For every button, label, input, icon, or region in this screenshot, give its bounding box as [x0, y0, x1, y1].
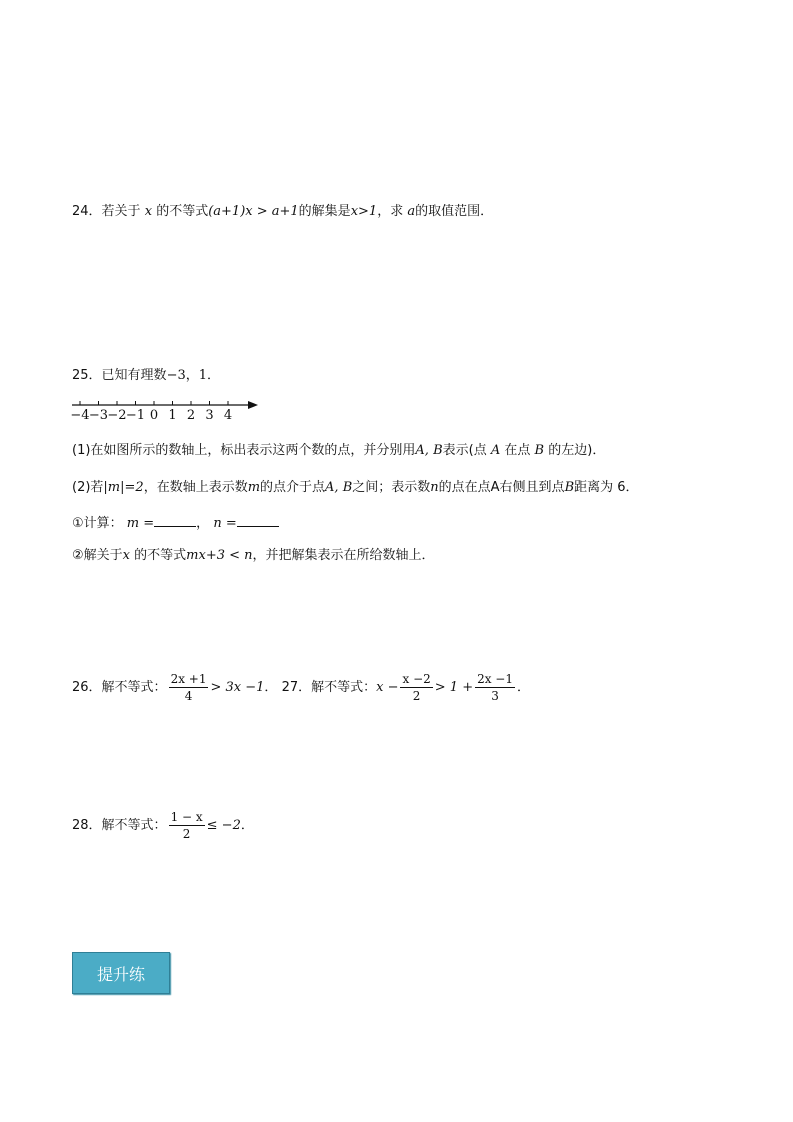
numerator: x −2 [402, 672, 431, 686]
axis-tick-label: 1 [168, 408, 177, 423]
n-equals: n = [213, 516, 237, 531]
text: ①计算： [72, 516, 123, 531]
text: 若关于 [101, 204, 141, 219]
text: 的点在点A右侧且到点 [438, 480, 565, 495]
inequality-rhs: > 3x −1 [210, 680, 265, 695]
question-28 [72, 808, 254, 844]
question-25-sub-1 [72, 512, 279, 534]
text: 的不等式 [134, 548, 187, 563]
text: (2)若 [72, 480, 104, 495]
fraction [169, 671, 209, 704]
var-x: x [122, 548, 130, 563]
answer-blank-n[interactable] [237, 512, 279, 527]
text: 解不等式： [101, 818, 167, 833]
arrow-right-icon [248, 401, 258, 409]
denominator: 2 [182, 827, 191, 841]
inequality-expression: (a+1)x > a+1 [208, 204, 299, 219]
text: ，在数轴上表示数 [143, 480, 248, 495]
points-ab: A, B [415, 443, 443, 458]
text: ，求 [377, 204, 404, 219]
points-ab: A, B [325, 480, 353, 495]
expression: x − [376, 680, 399, 695]
question-number: 26． [72, 680, 102, 695]
axis-tick-label: 2 [186, 408, 196, 423]
text: (1)在如图所示的数轴上，标出表示这两个数的点，并分别用 [72, 443, 416, 458]
text: 的解集是 [298, 204, 351, 219]
inequality-expression: mx+3 < n [186, 548, 253, 563]
text: ． [517, 680, 531, 695]
question-24 [72, 202, 493, 222]
text: 在点 [504, 443, 531, 458]
inequality-rhs: ≤ −2 [206, 818, 241, 833]
denominator: 3 [491, 689, 499, 703]
denominator: 4 [184, 689, 193, 703]
var-x: x [144, 204, 153, 219]
text: 解不等式： [101, 680, 167, 695]
var-n: n [430, 480, 439, 495]
question-25-sub-2 [72, 546, 435, 566]
point-b: B [534, 443, 545, 458]
var-m: m [247, 480, 261, 495]
axis-tick-label: 3 [205, 408, 214, 423]
question-number: 25． [72, 368, 102, 383]
solution-set: x>1 [350, 204, 378, 219]
axis-tick-label: −2 [107, 408, 127, 423]
given-values: −3，1． [166, 368, 220, 383]
axis-tick-label: 0 [149, 408, 159, 423]
axis-tick-label: −1 [125, 408, 146, 423]
numerator: 1 − x [170, 810, 203, 824]
text: 已知有理数 [101, 368, 167, 383]
question-number: 28． [72, 818, 102, 833]
denominator: 2 [412, 689, 421, 703]
expression: > 1 + [434, 680, 474, 695]
text: 的左边)． [548, 443, 606, 458]
section-button-advanced-practice[interactable]: 提升练 [72, 952, 170, 994]
numerator: 2x +1 [170, 672, 207, 686]
text: ②解关于 [72, 548, 123, 563]
point-a: A [490, 443, 501, 458]
axis-tick-label: −3 [88, 408, 109, 423]
text: ． [240, 818, 254, 833]
text: 之间；表示数 [352, 480, 431, 495]
question-25 [72, 366, 220, 386]
axis-tick-label: 4 [223, 408, 233, 423]
number-line [70, 397, 266, 423]
text: 的不等式 [156, 204, 209, 219]
question-26-27 [72, 670, 530, 706]
question-25-part-1 [72, 441, 605, 461]
fraction [475, 671, 515, 704]
numerator: 2x −1 [477, 672, 513, 686]
fraction [400, 671, 432, 704]
text: 解不等式： [311, 680, 377, 695]
text: 的点介于点 [260, 480, 326, 495]
point-b: B [564, 480, 575, 495]
text: ，并把解集表示在所给数轴上． [252, 548, 435, 563]
m-equals: m = [126, 516, 155, 531]
question-number: 24． [72, 204, 102, 219]
question-number: 27． [281, 680, 312, 695]
answer-blank-m[interactable] [154, 512, 196, 527]
question-25-part-2 [72, 478, 639, 498]
text: 的取值范围． [415, 204, 494, 219]
axis-tick-label: −4 [70, 408, 90, 423]
var-a: a [407, 204, 416, 219]
abs-m-equation: |m|=2 [103, 480, 144, 495]
fraction [169, 809, 205, 842]
text: 表示(点 [442, 443, 487, 458]
text: 距离为 6． [574, 480, 639, 495]
separator: ， [196, 516, 210, 531]
text: ． [264, 680, 278, 695]
